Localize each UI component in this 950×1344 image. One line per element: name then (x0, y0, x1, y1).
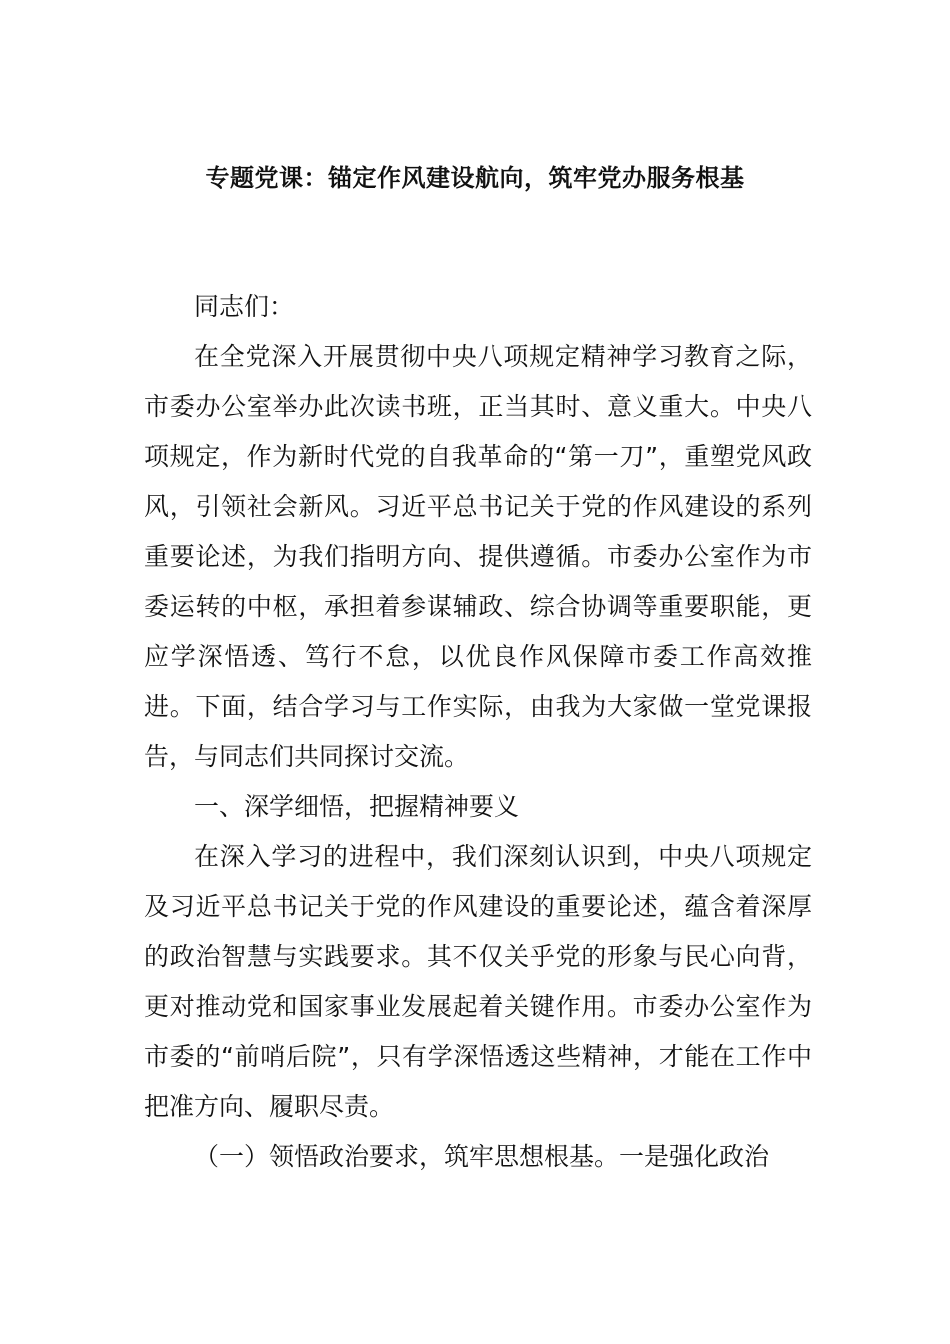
document-body (144, 282, 812, 1182)
section-heading-1: 一、深学细悟，把握精神要义 (194, 792, 520, 821)
section-1-paragraph: 在深入学习的进程中，我们深刻认识到，中央八项规定及习近平总书记关于党的作风建设的重要论述，蕴含着深厚的政治智慧与实践要求。其不仅关乎党的形象与民心向背，更对推动党和国家事业发展起着关键作用。市委办公室作为市委的“前哨后院”，只有学深悟透这些精神，才能在工作中把准方向、履职尽责。 (144, 842, 812, 1121)
intro-paragraph: 在全党深入开展贯彻中央八项规定精神学习教育之际，市委办公室举办此次读书班，正当其时、意义重大。中央八项规定，作为新时代党的自我革命的“第一刀”，重塑党风政风，引领社会新风。习近平总书记关于党的作风建设的系列重要论述，为我们指明方向、提供遵循。市委办公室作为市委运转的中枢，承担着参谋辅政、综合协调等重要职能，更应学深悟透、笃行不怠，以优良作风保障市委工作高效推进。下面，结合学习与工作实际，由我为大家做一堂党课报告，与同志们共同探讨交流。 (144, 342, 812, 771)
salutation-paragraph: 同志们： (194, 292, 295, 321)
document-title: 专题党课：锚定作风建设航向，筑牢党办服务根基 (205, 164, 745, 192)
subsection-1-paragraph: （一）领悟政治要求，筑牢思想根基。一是强化政治 (194, 1142, 770, 1171)
